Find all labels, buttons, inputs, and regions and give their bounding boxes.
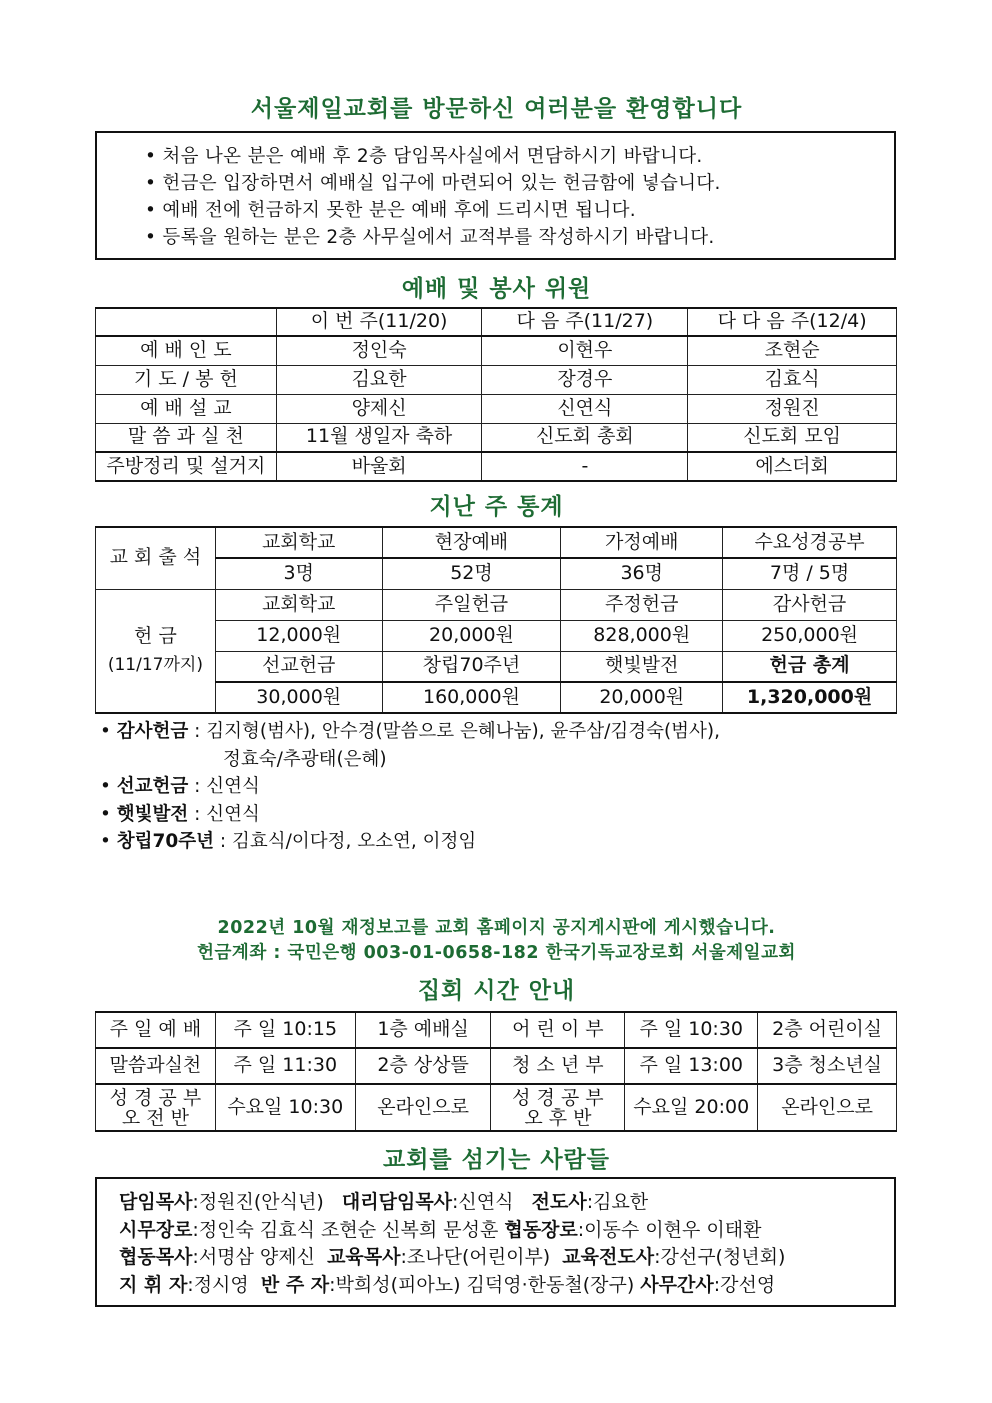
meeting-place: 온라인으로: [758, 1084, 897, 1131]
welcome-list: [97, 133, 894, 251]
service-role: 기 도 / 봉 헌: [96, 365, 277, 394]
table-row: [96, 452, 897, 481]
offering-label-text: 헌 금: [134, 624, 177, 647]
stats-table: [95, 526, 897, 714]
table-cell: 양제신: [276, 394, 482, 423]
meeting-name-line: 성 경 공 부: [512, 1086, 604, 1109]
note-sep: :: [188, 776, 207, 797]
meeting-name: [96, 1084, 216, 1131]
welcome-item: • 예배 전에 헌금하지 못한 분은 예배 후에 드리시면 됩니다.: [145, 197, 894, 224]
table-row: [96, 682, 897, 713]
meeting-time: 수요일 10:30: [215, 1084, 355, 1131]
offering-account: 헌금계좌 : 국민은행 003-01-0658-182 한국기독교장로회 서울제일교회: [197, 943, 796, 963]
staff-role: 사무간사: [640, 1273, 714, 1296]
staff-names: :박희성(피아노) 김덕영·한동철(장구): [329, 1273, 641, 1296]
staff-names: :신연식: [452, 1191, 532, 1213]
service-header-cell: 다 다 음 주(12/4): [688, 308, 897, 336]
meeting-place: 2층 어린이실: [758, 1012, 897, 1048]
note-text: 신연식: [206, 803, 260, 825]
table-cell: 신연식: [482, 394, 688, 423]
service-header-row: [96, 308, 897, 336]
table-cell: 이현우: [482, 336, 688, 365]
meeting-name-line: 오 후 반: [524, 1106, 592, 1129]
staff-lines: [97, 1179, 894, 1299]
welcome-title: 서울제일교회를 방문하신 여러분을 환영합니다: [250, 96, 743, 122]
staff-role: 교육전도사: [562, 1246, 655, 1268]
staff-role: 교육목사: [327, 1246, 401, 1268]
service-role: 예 배 인 도: [96, 336, 277, 365]
meeting-time: 주 일 11:30: [215, 1048, 355, 1084]
staff-role: 협동장로: [504, 1218, 578, 1241]
note-label: 선교헌금: [116, 776, 189, 797]
service-role: 예 배 설 교: [96, 394, 277, 423]
meeting-name: 청 소 년 부: [491, 1048, 625, 1084]
welcome-item: • 처음 나온 분은 예배 후 2층 담임목사실에서 면담하시기 바랍니다.: [145, 143, 894, 170]
table-row: [96, 423, 897, 452]
table-row: [96, 365, 897, 394]
table-cell: 김효식: [688, 365, 897, 394]
meeting-name: 말씀과실천: [96, 1048, 216, 1084]
offering-label: [96, 589, 216, 713]
note-row: • 햇빛발전 : 신연식: [100, 803, 260, 825]
table-cell: 바울회: [276, 452, 482, 481]
staff-names: :정시영: [187, 1273, 261, 1296]
staff-role: 협동목사: [119, 1246, 193, 1268]
table-cell: 교회학교: [215, 527, 382, 558]
staff-role: 지 휘 자: [119, 1273, 188, 1296]
table-cell: 신도회 모임: [688, 423, 897, 452]
welcome-item: • 헌금은 입장하면서 예배실 입구에 마련되어 있는 헌금함에 넣습니다.: [145, 170, 894, 197]
meeting-name: [491, 1084, 625, 1131]
service-header-cell: 이 번 주(11/20): [276, 308, 482, 336]
note-text: 김지형(범사), 안수경(말씀으로 은혜나눔), 윤주삼/김경숙(범사),: [206, 721, 721, 742]
note-row: • 창립70주년 : 김효식/이다정, 오소연, 이정임: [100, 831, 477, 852]
meeting-time: 주 일 10:30: [625, 1012, 758, 1048]
meeting-place: 1층 예배실: [355, 1012, 491, 1048]
table-row: [96, 589, 897, 620]
staff-names: :강선영: [713, 1273, 776, 1296]
table-cell: 3명: [215, 558, 382, 589]
table-cell: 주일헌금: [382, 589, 561, 620]
table-cell: 정원진: [688, 394, 897, 423]
staff-line: [119, 1189, 894, 1217]
table-cell: 250,000원: [723, 620, 897, 651]
note-sep: :: [214, 831, 233, 852]
table-row: [96, 1012, 897, 1048]
note-sep: :: [188, 721, 207, 742]
note-text: 신연식: [206, 776, 260, 797]
table-cell: 정인숙: [276, 336, 482, 365]
meeting-time: 주 일 13:00: [625, 1048, 758, 1084]
staff-names: :강선구(청년회): [654, 1246, 786, 1268]
table-row: [96, 336, 897, 365]
table-cell: 30,000원: [215, 682, 382, 713]
table-cell: 11월 생일자 축하: [276, 423, 482, 452]
meeting-time: 주 일 10:15: [215, 1012, 355, 1048]
note-text: 김효식/이다정, 오소연, 이정임: [232, 831, 477, 852]
staff-line: [119, 1244, 894, 1272]
finance-report-notice: 2022년 10월 재정보고를 교회 홈페이지 공지게시판에 게시했습니다.: [217, 918, 776, 938]
staff-role: 전도사: [531, 1191, 587, 1213]
meeting-time: 수요일 20:00: [625, 1084, 758, 1131]
note-row-cont: 정효숙/추광태(은혜): [223, 748, 387, 770]
staff-line: [119, 1272, 894, 1300]
staff-names: :이동수 이현우 이태환: [577, 1218, 762, 1241]
meetings-table: [95, 1011, 897, 1132]
staff-line: [119, 1217, 894, 1245]
table-row: [96, 620, 897, 651]
note-label: 햇빛발전: [116, 803, 189, 825]
staff-names: :조나단(어린이부): [400, 1246, 563, 1268]
attendance-label: 교 회 출 석: [96, 527, 216, 589]
welcome-item: • 등록을 원하는 분은 2층 사무실에서 교적부를 작성하시기 바랍니다.: [145, 224, 894, 251]
staff-role: 대리담임목사: [341, 1191, 453, 1213]
total-label: 헌금 총계: [723, 651, 897, 682]
table-cell: 160,000원: [382, 682, 561, 713]
service-title: 예배 및 봉사 위원: [401, 276, 592, 302]
service-table: [95, 307, 897, 482]
table-row: [96, 394, 897, 423]
staff-role: 시무장로: [119, 1218, 193, 1241]
meeting-name: 어 린 이 부: [491, 1012, 625, 1048]
staff-box: [95, 1177, 896, 1307]
table-row: [96, 558, 897, 589]
note-label: 창립70주년: [116, 831, 215, 852]
table-cell: 828,000원: [561, 620, 723, 651]
table-cell: 선교헌금: [215, 651, 382, 682]
note-label: 감사헌금: [116, 721, 189, 742]
table-cell: 에스더회: [688, 452, 897, 481]
staff-names: :김요한: [586, 1191, 649, 1213]
meeting-name-line: 성 경 공 부: [109, 1086, 202, 1109]
staff-names: :정인숙 김효식 조현순 신복희 문성훈: [192, 1218, 505, 1241]
note-sep: :: [188, 803, 207, 825]
table-row: [96, 1048, 897, 1084]
table-cell: 주정헌금: [561, 589, 723, 620]
welcome-box: [95, 131, 896, 260]
table-cell: 12,000원: [215, 620, 382, 651]
service-header-cell: 다 음 주(11/27): [482, 308, 688, 336]
staff-names: :서명삼 양제신: [192, 1246, 328, 1268]
table-cell: 20,000원: [382, 620, 561, 651]
table-cell: 신도회 총회: [482, 423, 688, 452]
table-cell: 교회학교: [215, 589, 382, 620]
table-cell: 가정예배: [561, 527, 723, 558]
meeting-name-line: 오 전 반: [121, 1106, 189, 1129]
table-cell: 조현순: [688, 336, 897, 365]
service-role: 말 씀 과 실 천: [96, 423, 277, 452]
meeting-place: 3층 청소년실: [758, 1048, 897, 1084]
note-row: • 선교헌금 : 신연식: [100, 776, 260, 797]
table-cell: 햇빛발전: [561, 651, 723, 682]
table-cell: 현장예배: [382, 527, 561, 558]
table-cell: 52명: [382, 558, 561, 589]
table-cell: 20,000원: [561, 682, 723, 713]
service-role: 주방정리 및 설거지: [96, 452, 277, 481]
staff-names: :정원진(안식년): [192, 1191, 342, 1213]
service-header-cell: [96, 308, 277, 336]
table-cell: 김요한: [276, 365, 482, 394]
table-cell: 감사헌금: [723, 589, 897, 620]
note-row: • 감사헌금 : 김지형(범사), 안수경(말씀으로 은혜나눔), 윤주삼/김경숙(범사),: [100, 721, 721, 742]
table-row: [96, 651, 897, 682]
table-cell: 36명: [561, 558, 723, 589]
table-cell: 장경우: [482, 365, 688, 394]
staff-role: 반 주 자: [260, 1273, 330, 1296]
table-cell: 수요성경공부: [723, 527, 897, 558]
table-row: [96, 1084, 897, 1131]
total-value: 1,320,000원: [723, 682, 897, 713]
meetings-title: 집회 시간 안내: [417, 978, 576, 1004]
staff-title: 교회를 섬기는 사람들: [383, 1147, 610, 1173]
offering-period: (11/17까지): [107, 654, 203, 675]
meeting-place: 2층 상상뜰: [355, 1048, 491, 1084]
table-cell: 창립70주년: [382, 651, 561, 682]
stats-title: 지난 주 통계: [429, 494, 564, 520]
meeting-name: 주 일 예 배: [96, 1012, 216, 1048]
offering-notes: [100, 718, 720, 856]
table-cell: 7명 / 5명: [723, 558, 897, 589]
staff-role: 담임목사: [119, 1191, 193, 1213]
meeting-place: 온라인으로: [355, 1084, 491, 1131]
table-cell: -: [482, 452, 688, 481]
table-row: [96, 527, 897, 558]
